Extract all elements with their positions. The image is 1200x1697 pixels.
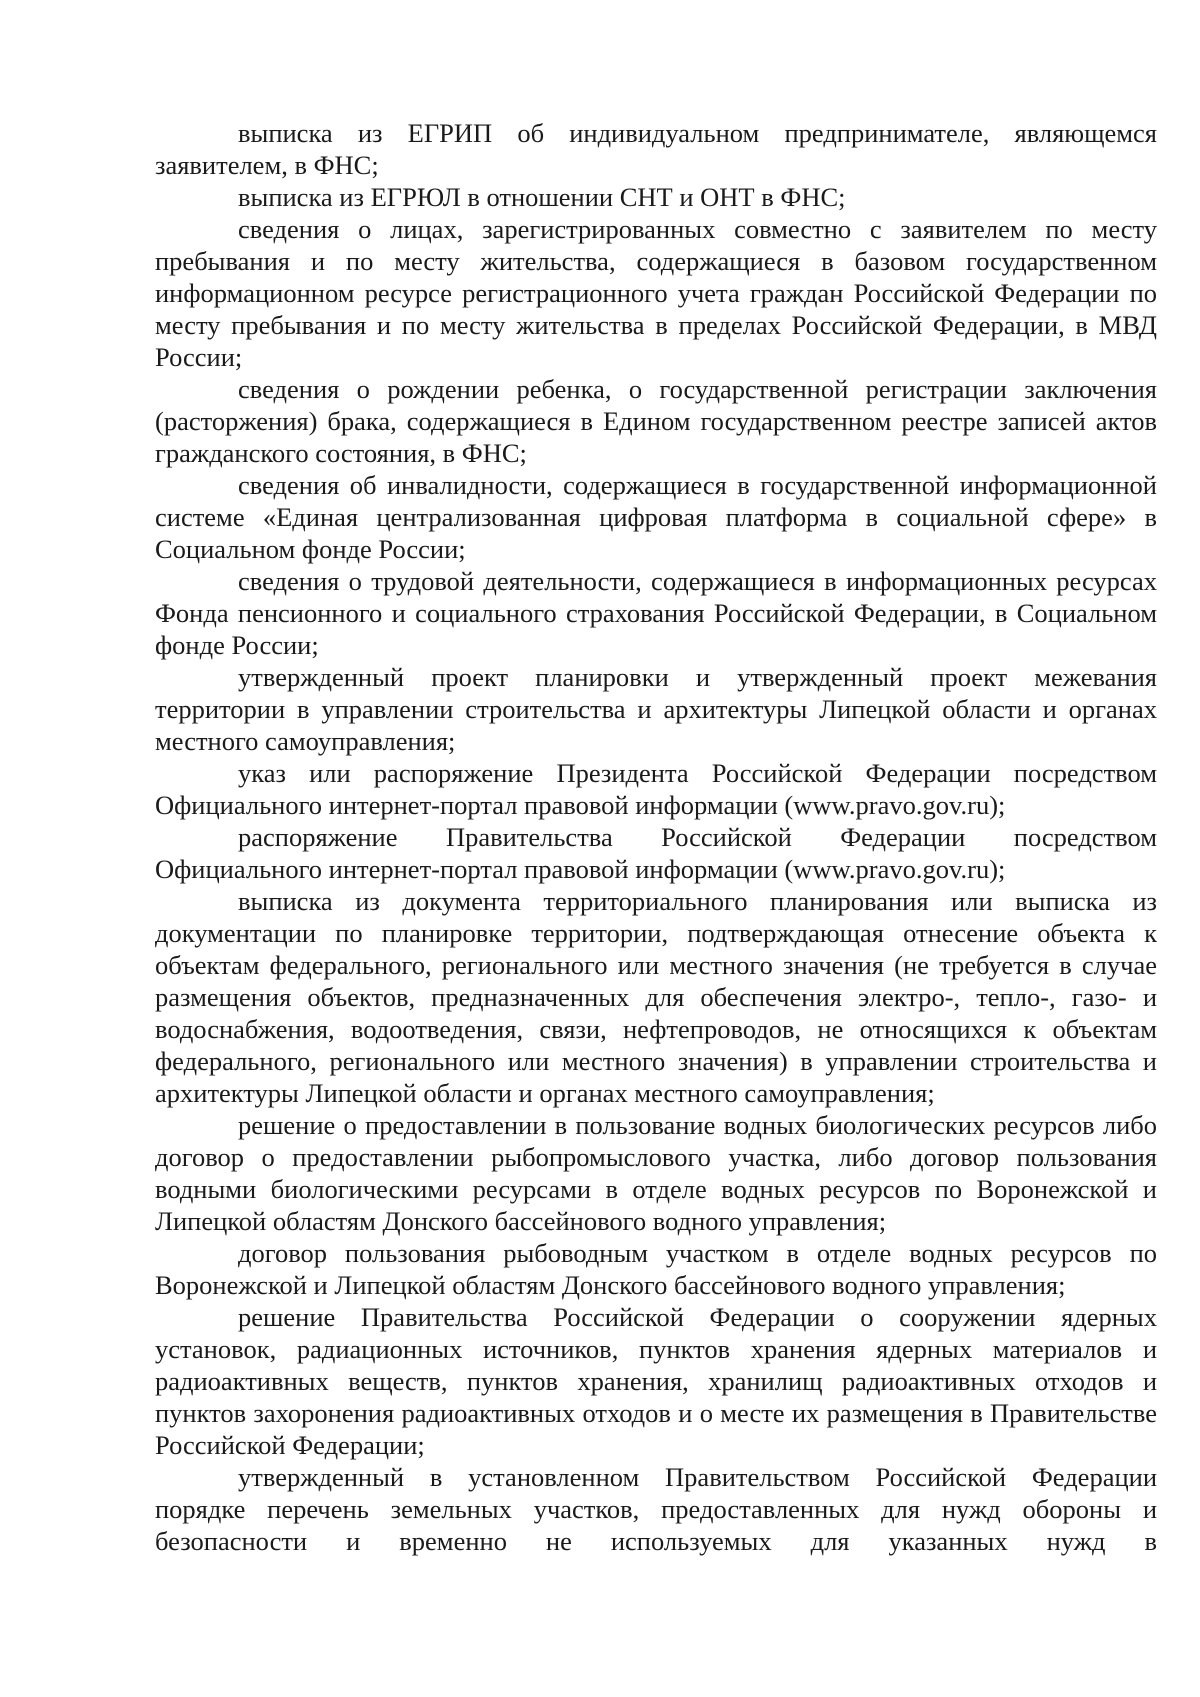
paragraph-employment-info: сведения о трудовой деятельности, содержащиеся в информационных ресурсах Фонда пенсионного и социального страхования Российской Федерации, в Социальном фонде России; bbox=[155, 566, 1157, 660]
paragraph-fish-farming-contract: договор пользования рыбоводным участком в отделе водных ресурсов по Воронежской и Липецкой областям Донского бассейнового водного управления; bbox=[155, 1238, 1157, 1300]
paragraph-egrul-extract: выписка из ЕГРЮЛ в отношении СНТ и ОНТ в ФНС; bbox=[238, 182, 846, 212]
paragraph-government-order: распоряжение Правительства Российской Федерации посредством Официального интернет-портал правовой информации (www.pravo.gov.ru); bbox=[155, 822, 1157, 884]
paragraph-nuclear-facilities: решение Правительства Российской Федерации о сооружении ядерных установок, радиационных источников, пунктов хранения ядерных материалов и радиоактивных веществ, пунктов хранения, хранилищ радиоактивных отходов и пунктов захоронения радиоактивных отходов и о месте их размещения в Правительстве Российской Федерации; bbox=[155, 1302, 1157, 1460]
paragraph-defense-land-list: утвержденный в установленном Правительством Российской Федерации порядке перечень земельных участков, предоставленных для нужд обороны и безопасности и временно не используемых для указанных нужд в bbox=[155, 1462, 1157, 1556]
paragraph-egrip-extract: выписка из ЕГРИП об индивидуальном предпринимателе, являющемся заявителем, в ФНС; bbox=[155, 118, 1157, 180]
paragraph-planning-project: утвержденный проект планировки и утвержденный проект межевания территории в управлении строительства и архитектуры Липецкой области и органах местного самоуправления; bbox=[155, 662, 1157, 756]
paragraph-civil-status-info: сведения о рождении ребенка, о государственной регистрации заключения (расторжения) брака, содержащиеся в Едином государственном реестре записей актов гражданского состояния, в ФНС; bbox=[155, 374, 1157, 468]
paragraph-water-bioresources: решение о предоставлении в пользование водных биологических ресурсов либо договор о предоставлении рыбопромыслового участка, либо договор пользования водными биологическими ресурсами в отделе водных ресурсов по Воронежской и Липецкой областям Донского бассейнового водного управления; bbox=[155, 1110, 1157, 1236]
document-page bbox=[155, 117, 1157, 1557]
paragraph-territorial-planning: выписка из документа территориального планирования или выписка из документации по планировке территории, подтверждающая отнесение объекта к объектам федерального, регионального или местного значения (не требуется в случае размещения объектов, предназначенных для обеспечения электро-, тепло-, газо- и водоснабжения, водоотведения, связи, нефтепроводов, не относящихся к объектам федерального, регионального или местного значения) в управлении строительства и архитектуры Липецкой области и органах местного самоуправления; bbox=[155, 886, 1157, 1108]
paragraph-registration-info: сведения о лицах, зарегистрированных совместно с заявителем по месту пребывания и по месту жительства, содержащиеся в базовом государственном информационном ресурсе регистрационного учета граждан Российской Федерации по месту пребывания и по месту жительства в пределах Российской Федерации, в МВД России; bbox=[155, 214, 1157, 372]
paragraph-disability-info: сведения об инвалидности, содержащиеся в государственной информационной системе «Единая централизованная цифровая платформа в социальной сфере» в Социальном фонде России; bbox=[155, 470, 1157, 564]
paragraph-presidential-decree: указ или распоряжение Президента Российской Федерации посредством Официального интернет-портал правовой информации (www.pravo.gov.ru); bbox=[155, 758, 1157, 820]
